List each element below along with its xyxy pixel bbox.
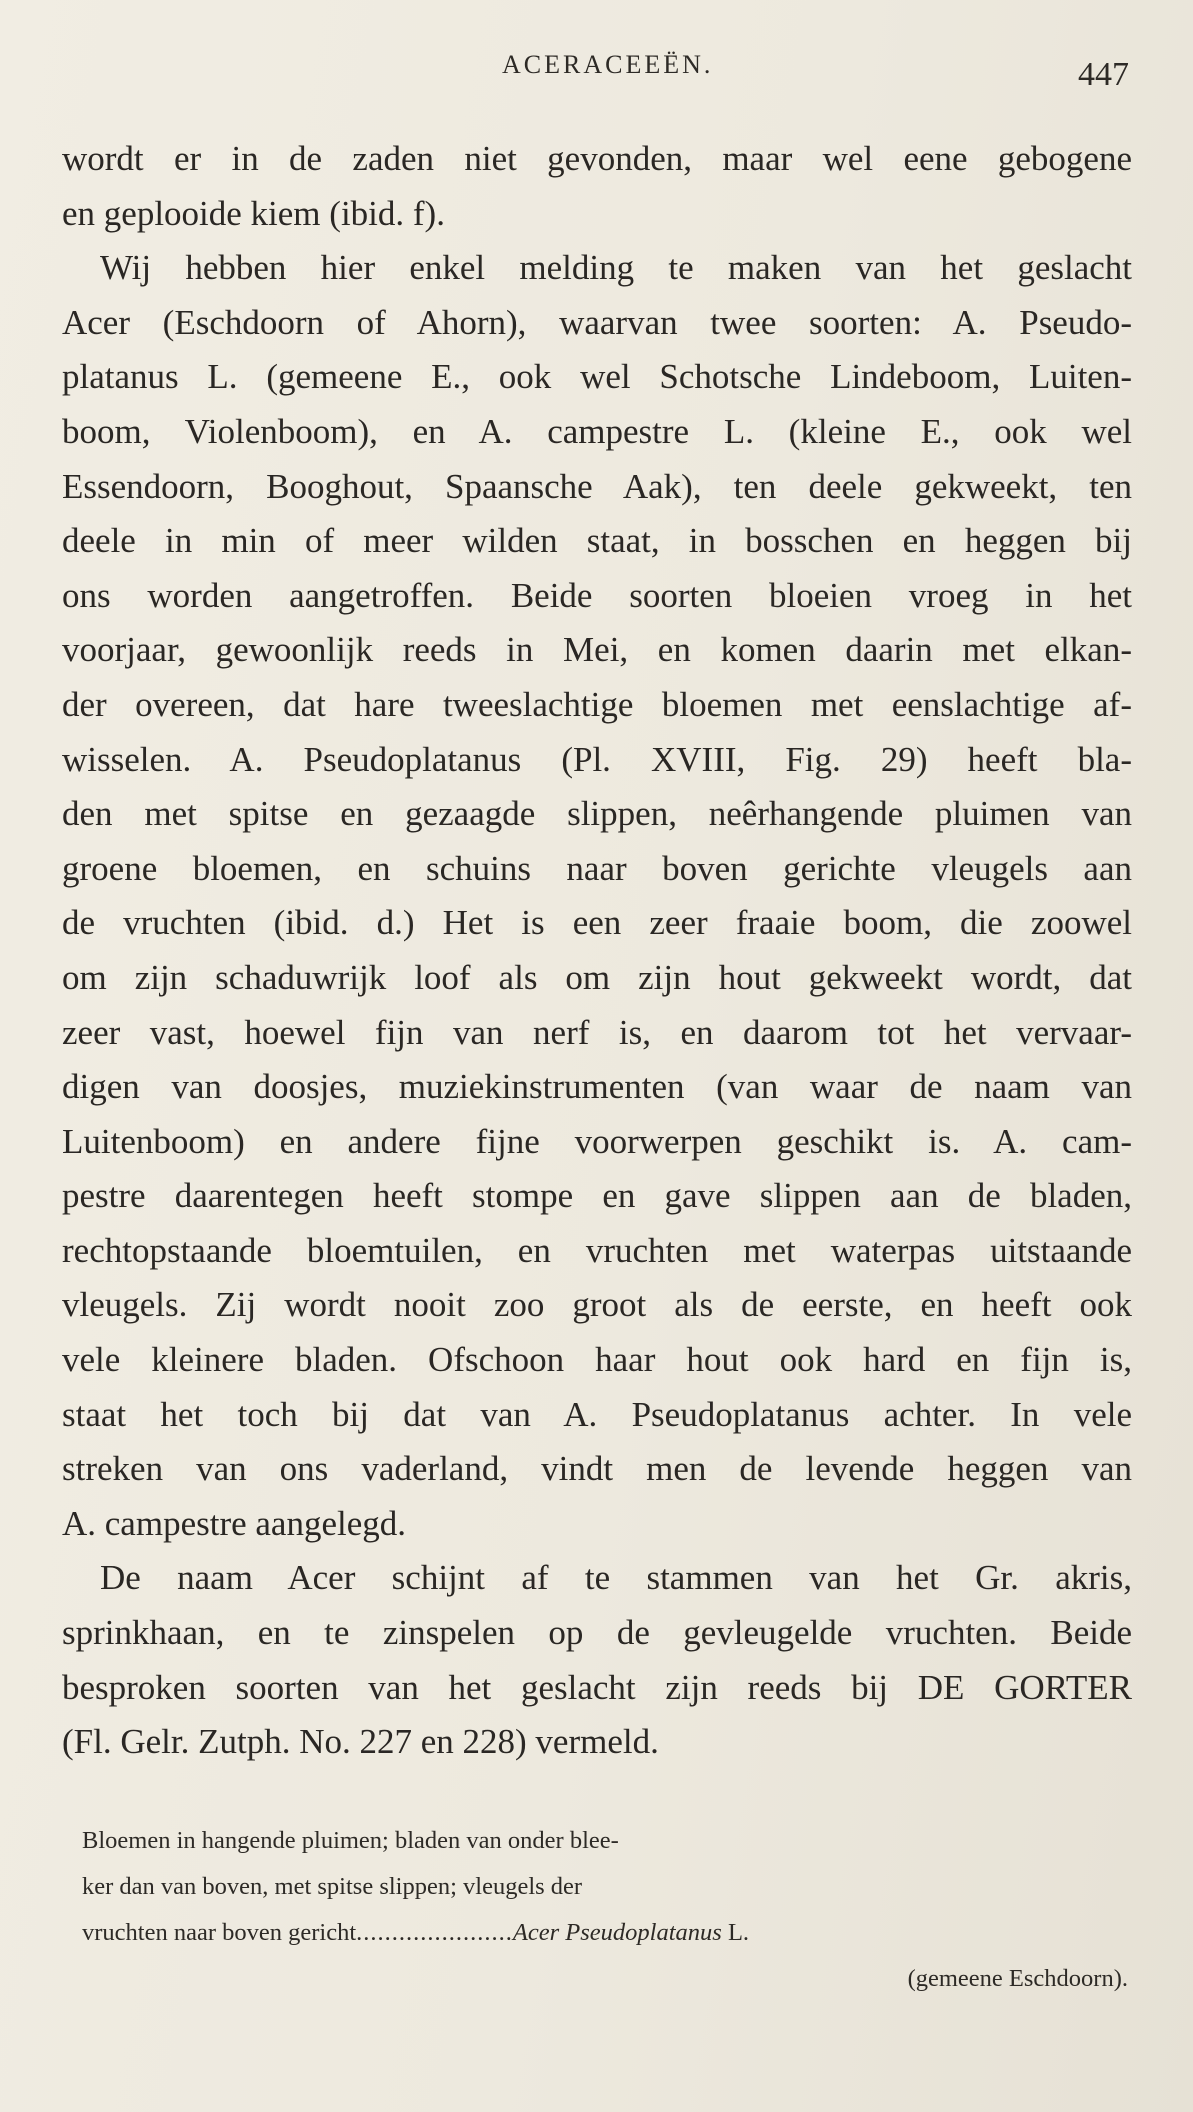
text-line: deele in min of meer wilden staat, in bosschen en heggen bij bbox=[62, 521, 1132, 561]
text-line: den met spitse en gezaagde slippen, neêrhangende pluimen van bbox=[62, 794, 1132, 834]
text-line: groene bloemen, en schuins naar boven gerichte vleugels aan bbox=[62, 848, 1132, 888]
paragraph-1 bbox=[62, 132, 1132, 241]
identification-key bbox=[82, 1818, 1132, 2002]
paragraph-2 bbox=[62, 241, 1132, 1551]
text-line: de vruchten (ibid. d.) Het is een zeer fraaie boom, die zoowel bbox=[62, 903, 1132, 943]
text-line: sprinkhaan, en te zinspelen op de gevleugelde vruchten. Beide bbox=[62, 1613, 1132, 1653]
text-line: en geplooide kiem (ibid. f). bbox=[62, 193, 445, 233]
key-line: ker dan van boven, met spitse slippen; vleugels der bbox=[82, 1873, 583, 1900]
running-head: ACERACEEËN. bbox=[502, 50, 714, 79]
text-line: pestre daarentegen heeft stompe en gave slippen aan de bladen, bbox=[62, 1176, 1132, 1216]
text-line: vleugels. Zij wordt nooit zoo groot als de eerste, en heeft ook bbox=[62, 1285, 1132, 1325]
text-line: zeer vast, hoewel fijn van nerf is, en daarom tot het vervaar- bbox=[62, 1012, 1132, 1052]
main-text bbox=[62, 132, 1132, 1770]
text-line: staat het toch bij dat van A. Pseudoplatanus achter. In vele bbox=[62, 1394, 1132, 1434]
text-line: der overeen, dat hare tweeslachtige bloemen met eenslachtige af- bbox=[62, 684, 1132, 724]
text-line: rechtopstaande bloemtuilen, en vruchten met waterpas uitstaande bbox=[62, 1230, 1132, 1270]
text-line: boom, Violenboom), en A. campestre L. (kleine E., ook wel bbox=[62, 411, 1132, 451]
species-name: Acer Pseudoplatanus bbox=[512, 1919, 722, 1946]
paragraph-3 bbox=[62, 1551, 1132, 1769]
key-line-species bbox=[82, 1910, 1132, 1956]
key-line: Bloemen in hangende pluimen; bladen van onder blee- bbox=[82, 1827, 619, 1854]
text-line: vele kleinere bladen. Ofschoon haar hout ook hard en fijn is, bbox=[62, 1340, 1132, 1380]
page-number: 447 bbox=[1078, 56, 1129, 93]
key-text: vruchten naar boven gericht bbox=[82, 1919, 357, 1946]
text-line: wisselen. A. Pseudoplatanus (Pl. XVIII, Fig. 29) heeft bla- bbox=[62, 739, 1132, 779]
text-line: streken van ons vaderland, vindt men de levende heggen van bbox=[62, 1449, 1132, 1489]
text-line: voorjaar, gewoonlijk reeds in Mei, en komen daarin met elkan- bbox=[62, 630, 1132, 670]
text-line: ons worden aangetroffen. Beide soorten bloeien vroeg in het bbox=[62, 575, 1132, 615]
text-line: platanus L. (gemeene E., ook wel Schotsche Lindeboom, Luiten- bbox=[62, 357, 1132, 397]
text-line: A. campestre aangelegd. bbox=[62, 1503, 407, 1543]
page-header bbox=[62, 40, 1133, 100]
text-line: digen van doosjes, muziekinstrumenten (van waar de naam van bbox=[62, 1067, 1132, 1107]
leader-dots: ...................... bbox=[356, 1919, 513, 1946]
text-line: besproken soorten van het geslacht zijn reeds bij DE GORTER bbox=[62, 1667, 1132, 1707]
text-line: Wij hebben hier enkel melding te maken van het geslacht bbox=[100, 248, 1132, 288]
species-author: L. bbox=[727, 1919, 750, 1946]
text-line: Luitenboom) en andere fijne voorwerpen geschikt is. A. cam- bbox=[62, 1121, 1132, 1161]
key-common-name: (gemeene Eschdoorn). bbox=[907, 1965, 1128, 1992]
text-line: Essendoorn, Booghout, Spaansche Aak), ten deele gekweekt, ten bbox=[62, 466, 1132, 506]
text-line: De naam Acer schijnt af te stammen van het Gr. akris, bbox=[100, 1558, 1132, 1598]
text-line: om zijn schaduwrijk loof als om zijn hout gekweekt wordt, dat bbox=[62, 957, 1132, 997]
text-line: (Fl. Gelr. Zutph. No. 227 en 228) vermeld. bbox=[62, 1722, 659, 1762]
text-line: Acer (Eschdoorn of Ahorn), waarvan twee soorten: A. Pseudo- bbox=[62, 302, 1132, 342]
text-line: wordt er in de zaden niet gevonden, maar wel eene gebogene bbox=[62, 139, 1132, 178]
